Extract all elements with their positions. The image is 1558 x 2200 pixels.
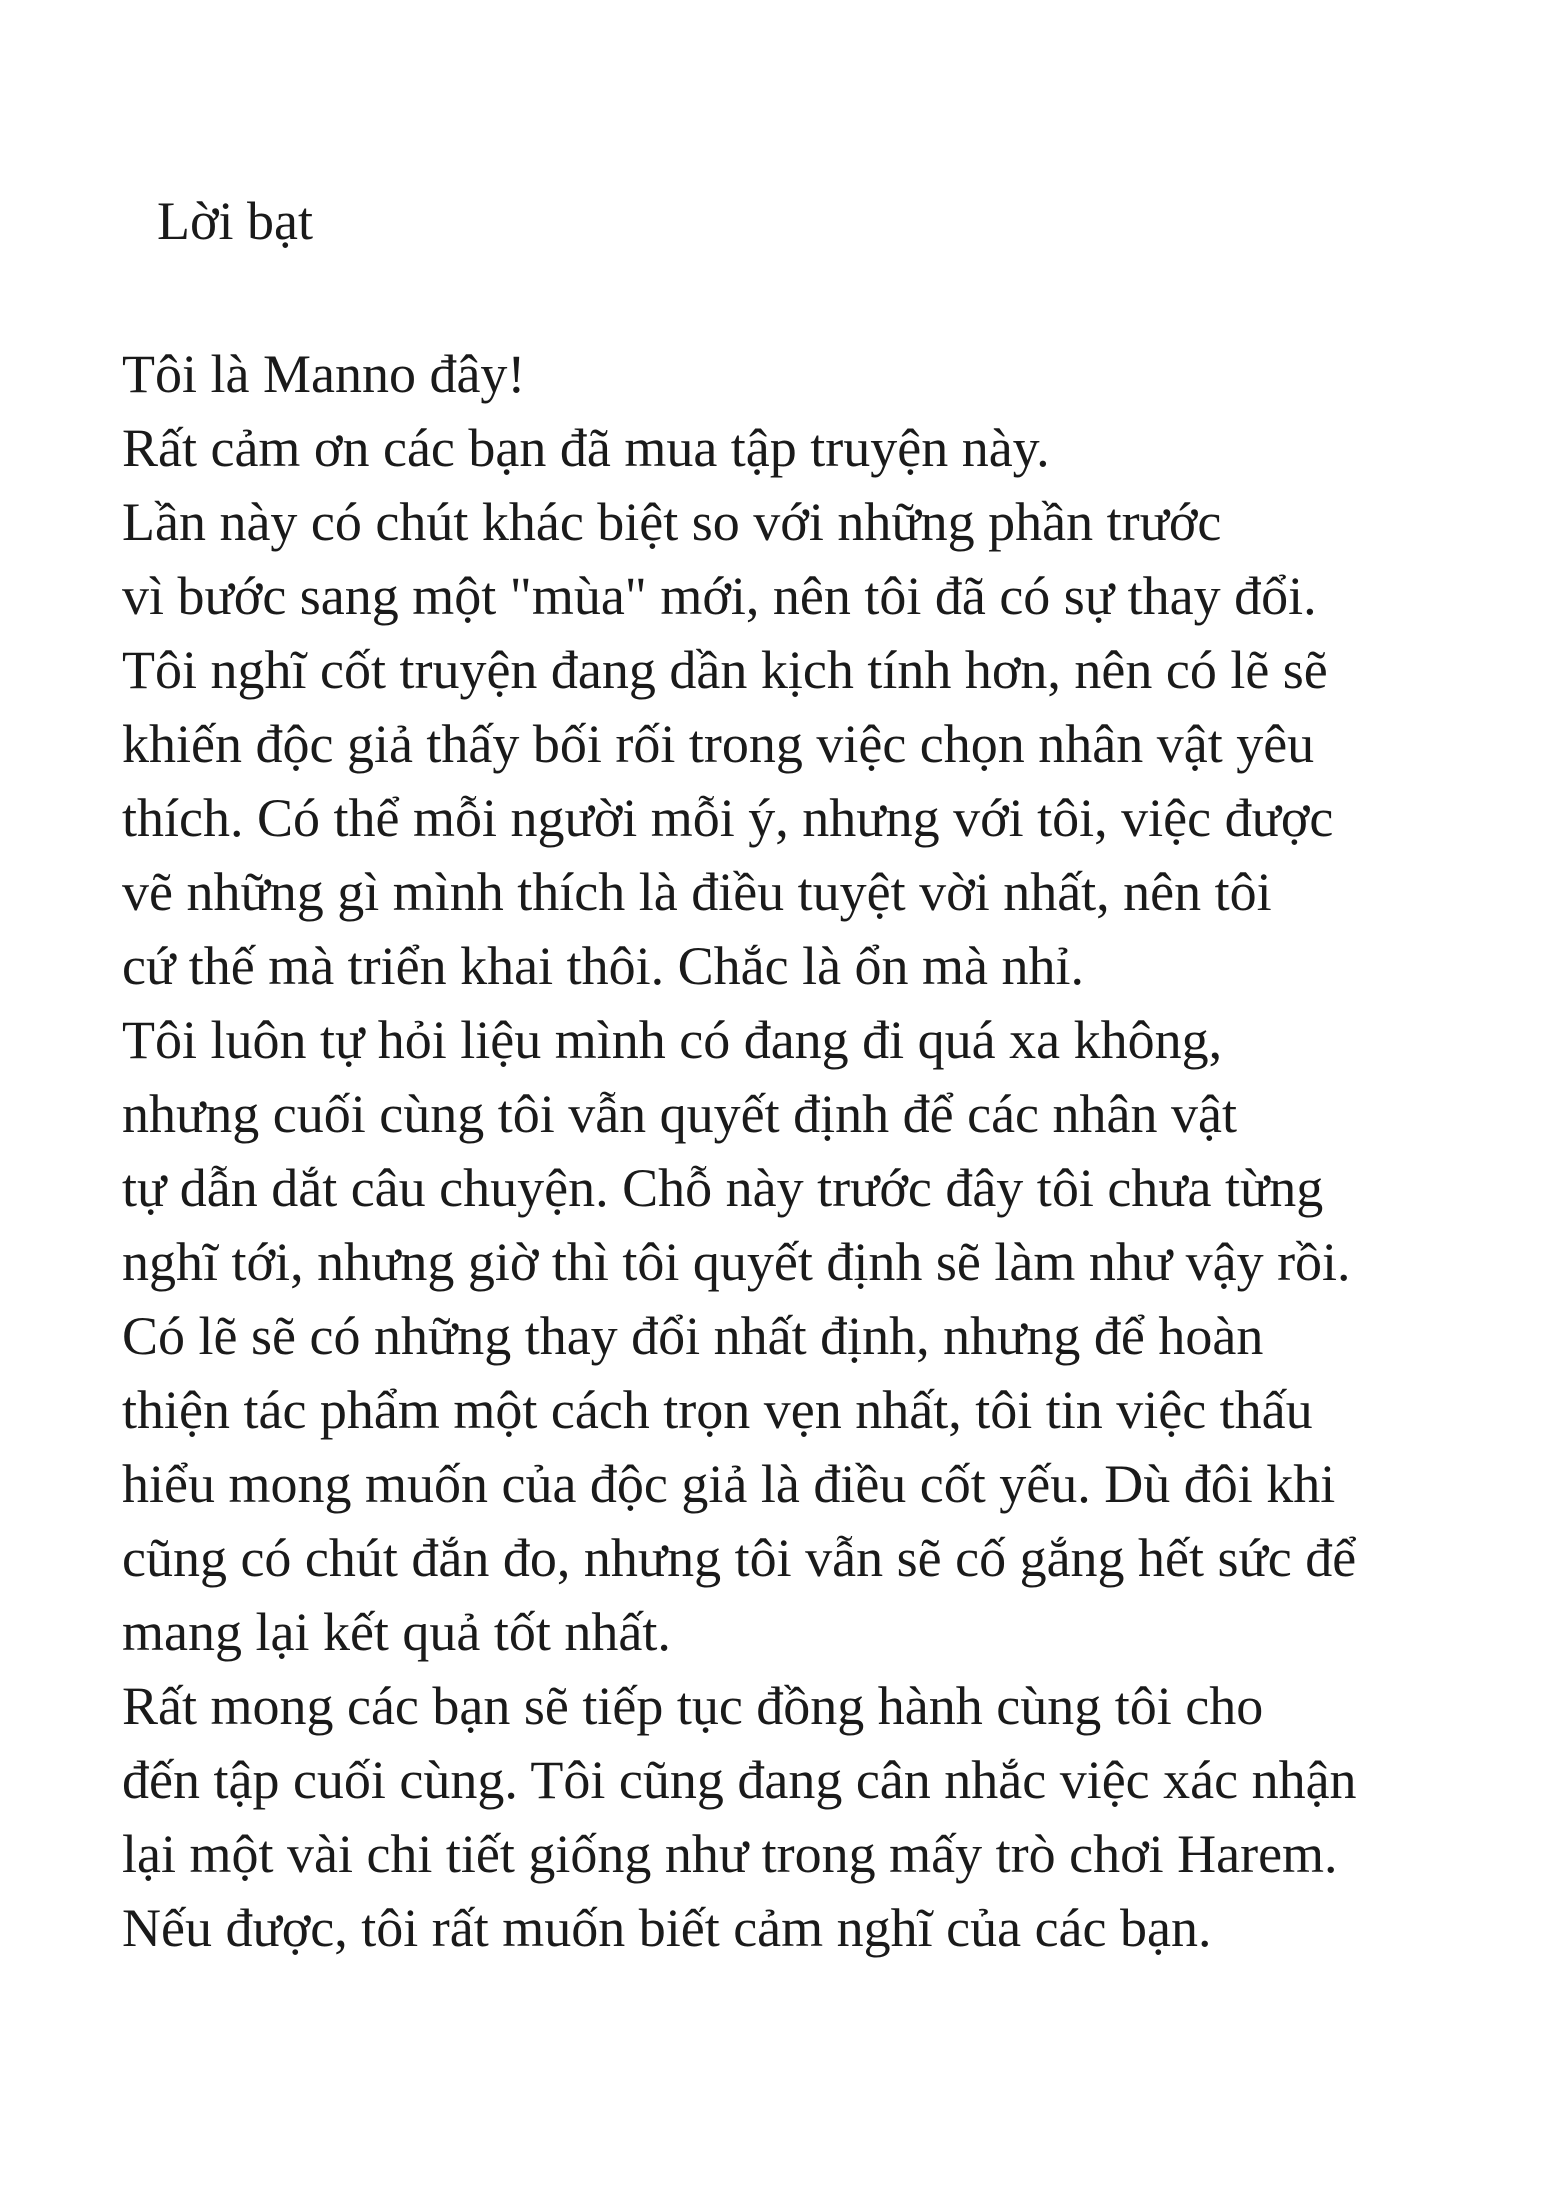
- afterword-body: [122, 337, 1502, 1965]
- text-line: Tôi là Manno đây!: [122, 344, 526, 404]
- text-line: Rất mong các bạn sẽ tiếp tục đồng hành cùng tôi cho: [122, 1676, 1264, 1736]
- text-line: nghĩ tới, nhưng giờ thì tôi quyết định sẽ làm như vậy rồi.: [122, 1232, 1351, 1292]
- text-line: Có lẽ sẽ có những thay đổi nhất định, nhưng để hoàn: [122, 1306, 1264, 1366]
- text-line: Rất cảm ơn các bạn đã mua tập truyện này.: [122, 418, 1050, 478]
- text-line: thích. Có thể mỗi người mỗi ý, nhưng với tôi, việc được: [122, 788, 1334, 848]
- text-line: tự dẫn dắt câu chuyện. Chỗ này trước đây tôi chưa từng: [122, 1158, 1324, 1218]
- text-line: Tôi nghĩ cốt truyện đang dần kịch tính hơn, nên có lẽ sẽ: [122, 640, 1328, 700]
- text-line: Lần này có chút khác biệt so với những phần trước: [122, 492, 1222, 552]
- text-line: vẽ những gì mình thích là điều tuyệt vời nhất, nên tôi: [122, 862, 1272, 922]
- text-line: hiểu mong muốn của độc giả là điều cốt yếu. Dù đôi khi: [122, 1454, 1336, 1514]
- text-line: khiến độc giả thấy bối rối trong việc chọn nhân vật yêu: [122, 714, 1315, 774]
- text-line: cũng có chút đắn đo, nhưng tôi vẫn sẽ cố gắng hết sức để: [122, 1528, 1357, 1588]
- text-line: đến tập cuối cùng. Tôi cũng đang cân nhắc việc xác nhận: [122, 1750, 1357, 1810]
- text-line: Tôi luôn tự hỏi liệu mình có đang đi quá xa không,: [122, 1010, 1223, 1070]
- text-line: cứ thế mà triển khai thôi. Chắc là ổn mà nhỉ.: [122, 936, 1085, 996]
- text-line: nhưng cuối cùng tôi vẫn quyết định để các nhân vật: [122, 1084, 1237, 1144]
- text-line: lại một vài chi tiết giống như trong mấy trò chơi Harem.: [122, 1824, 1338, 1884]
- text-line: vì bước sang một "mùa" mới, nên tôi đã có sự thay đổi.: [122, 566, 1317, 626]
- text-line: Nếu được, tôi rất muốn biết cảm nghĩ của các bạn.: [122, 1898, 1212, 1958]
- page-title: Lời bạt: [157, 191, 314, 251]
- text-line: thiện tác phẩm một cách trọn vẹn nhất, tôi tin việc thấu: [122, 1380, 1313, 1440]
- text-line: mang lại kết quả tốt nhất.: [122, 1602, 671, 1662]
